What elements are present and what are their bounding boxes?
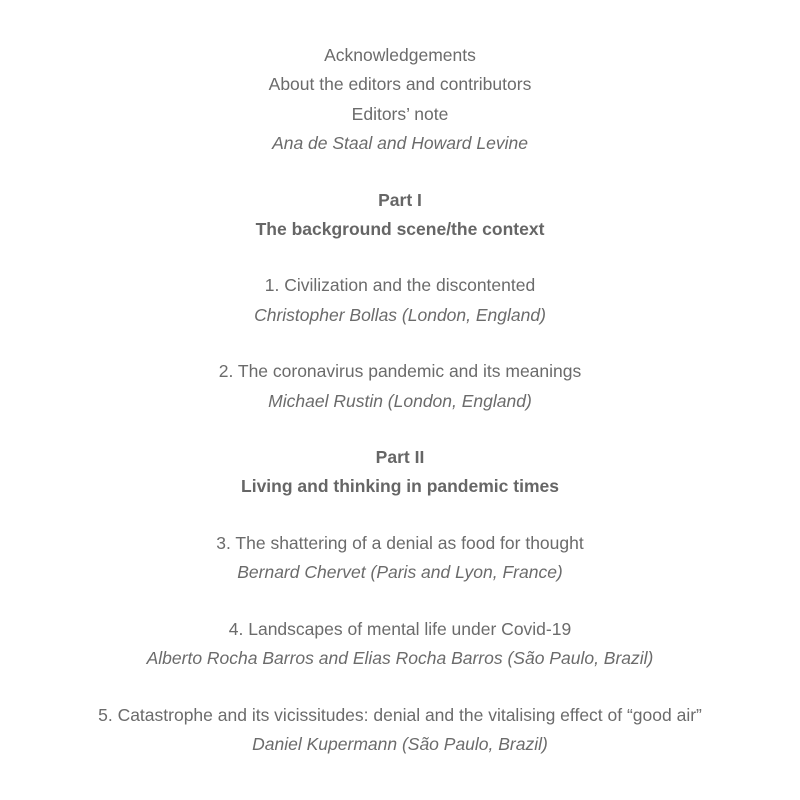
- editors-names: Ana de Staal and Howard Levine: [272, 133, 528, 154]
- spacer: [0, 674, 800, 701]
- chapter-title[interactable]: 5. Catastrophe and its vicissitudes: denial and the vitalising effect of “good air”: [98, 704, 702, 725]
- chapter-author: Christopher Bollas (London, England): [254, 304, 546, 325]
- chapter-title[interactable]: 4. Landscapes of mental life under Covid-19: [228, 618, 572, 639]
- chapter-author: Alberto Rocha Barros and Elias Rocha Barros (São Paulo, Brazil): [146, 648, 654, 669]
- spacer: [0, 588, 800, 615]
- chapter-title[interactable]: 2. The coronavirus pandemic and its meanings: [218, 361, 582, 382]
- spacer: [0, 159, 800, 186]
- table-of-contents: [0, 41, 800, 759]
- toc-entry-about-contributors[interactable]: About the editors and contributors: [268, 74, 532, 95]
- spacer: [0, 244, 800, 271]
- spacer: [0, 416, 800, 443]
- part-title: The background scene/the context: [255, 219, 545, 240]
- part-label: Part II: [375, 447, 425, 468]
- chapter-author: Bernard Chervet (Paris and Lyon, France): [237, 562, 563, 583]
- part-label: Part I: [378, 189, 422, 210]
- chapter-title[interactable]: 1. Civilization and the discontented: [264, 275, 536, 296]
- toc-entry-editors-note[interactable]: Editors’ note: [351, 103, 449, 124]
- spacer: [0, 330, 800, 357]
- chapter-title[interactable]: 3. The shattering of a denial as food for thought: [216, 532, 584, 553]
- chapter-author: Daniel Kupermann (São Paulo, Brazil): [252, 733, 548, 754]
- part-title: Living and thinking in pandemic times: [241, 476, 559, 497]
- chapter-author: Michael Rustin (London, England): [268, 390, 532, 411]
- spacer: [0, 502, 800, 529]
- toc-entry-acknowledgements[interactable]: Acknowledgements: [324, 45, 476, 65]
